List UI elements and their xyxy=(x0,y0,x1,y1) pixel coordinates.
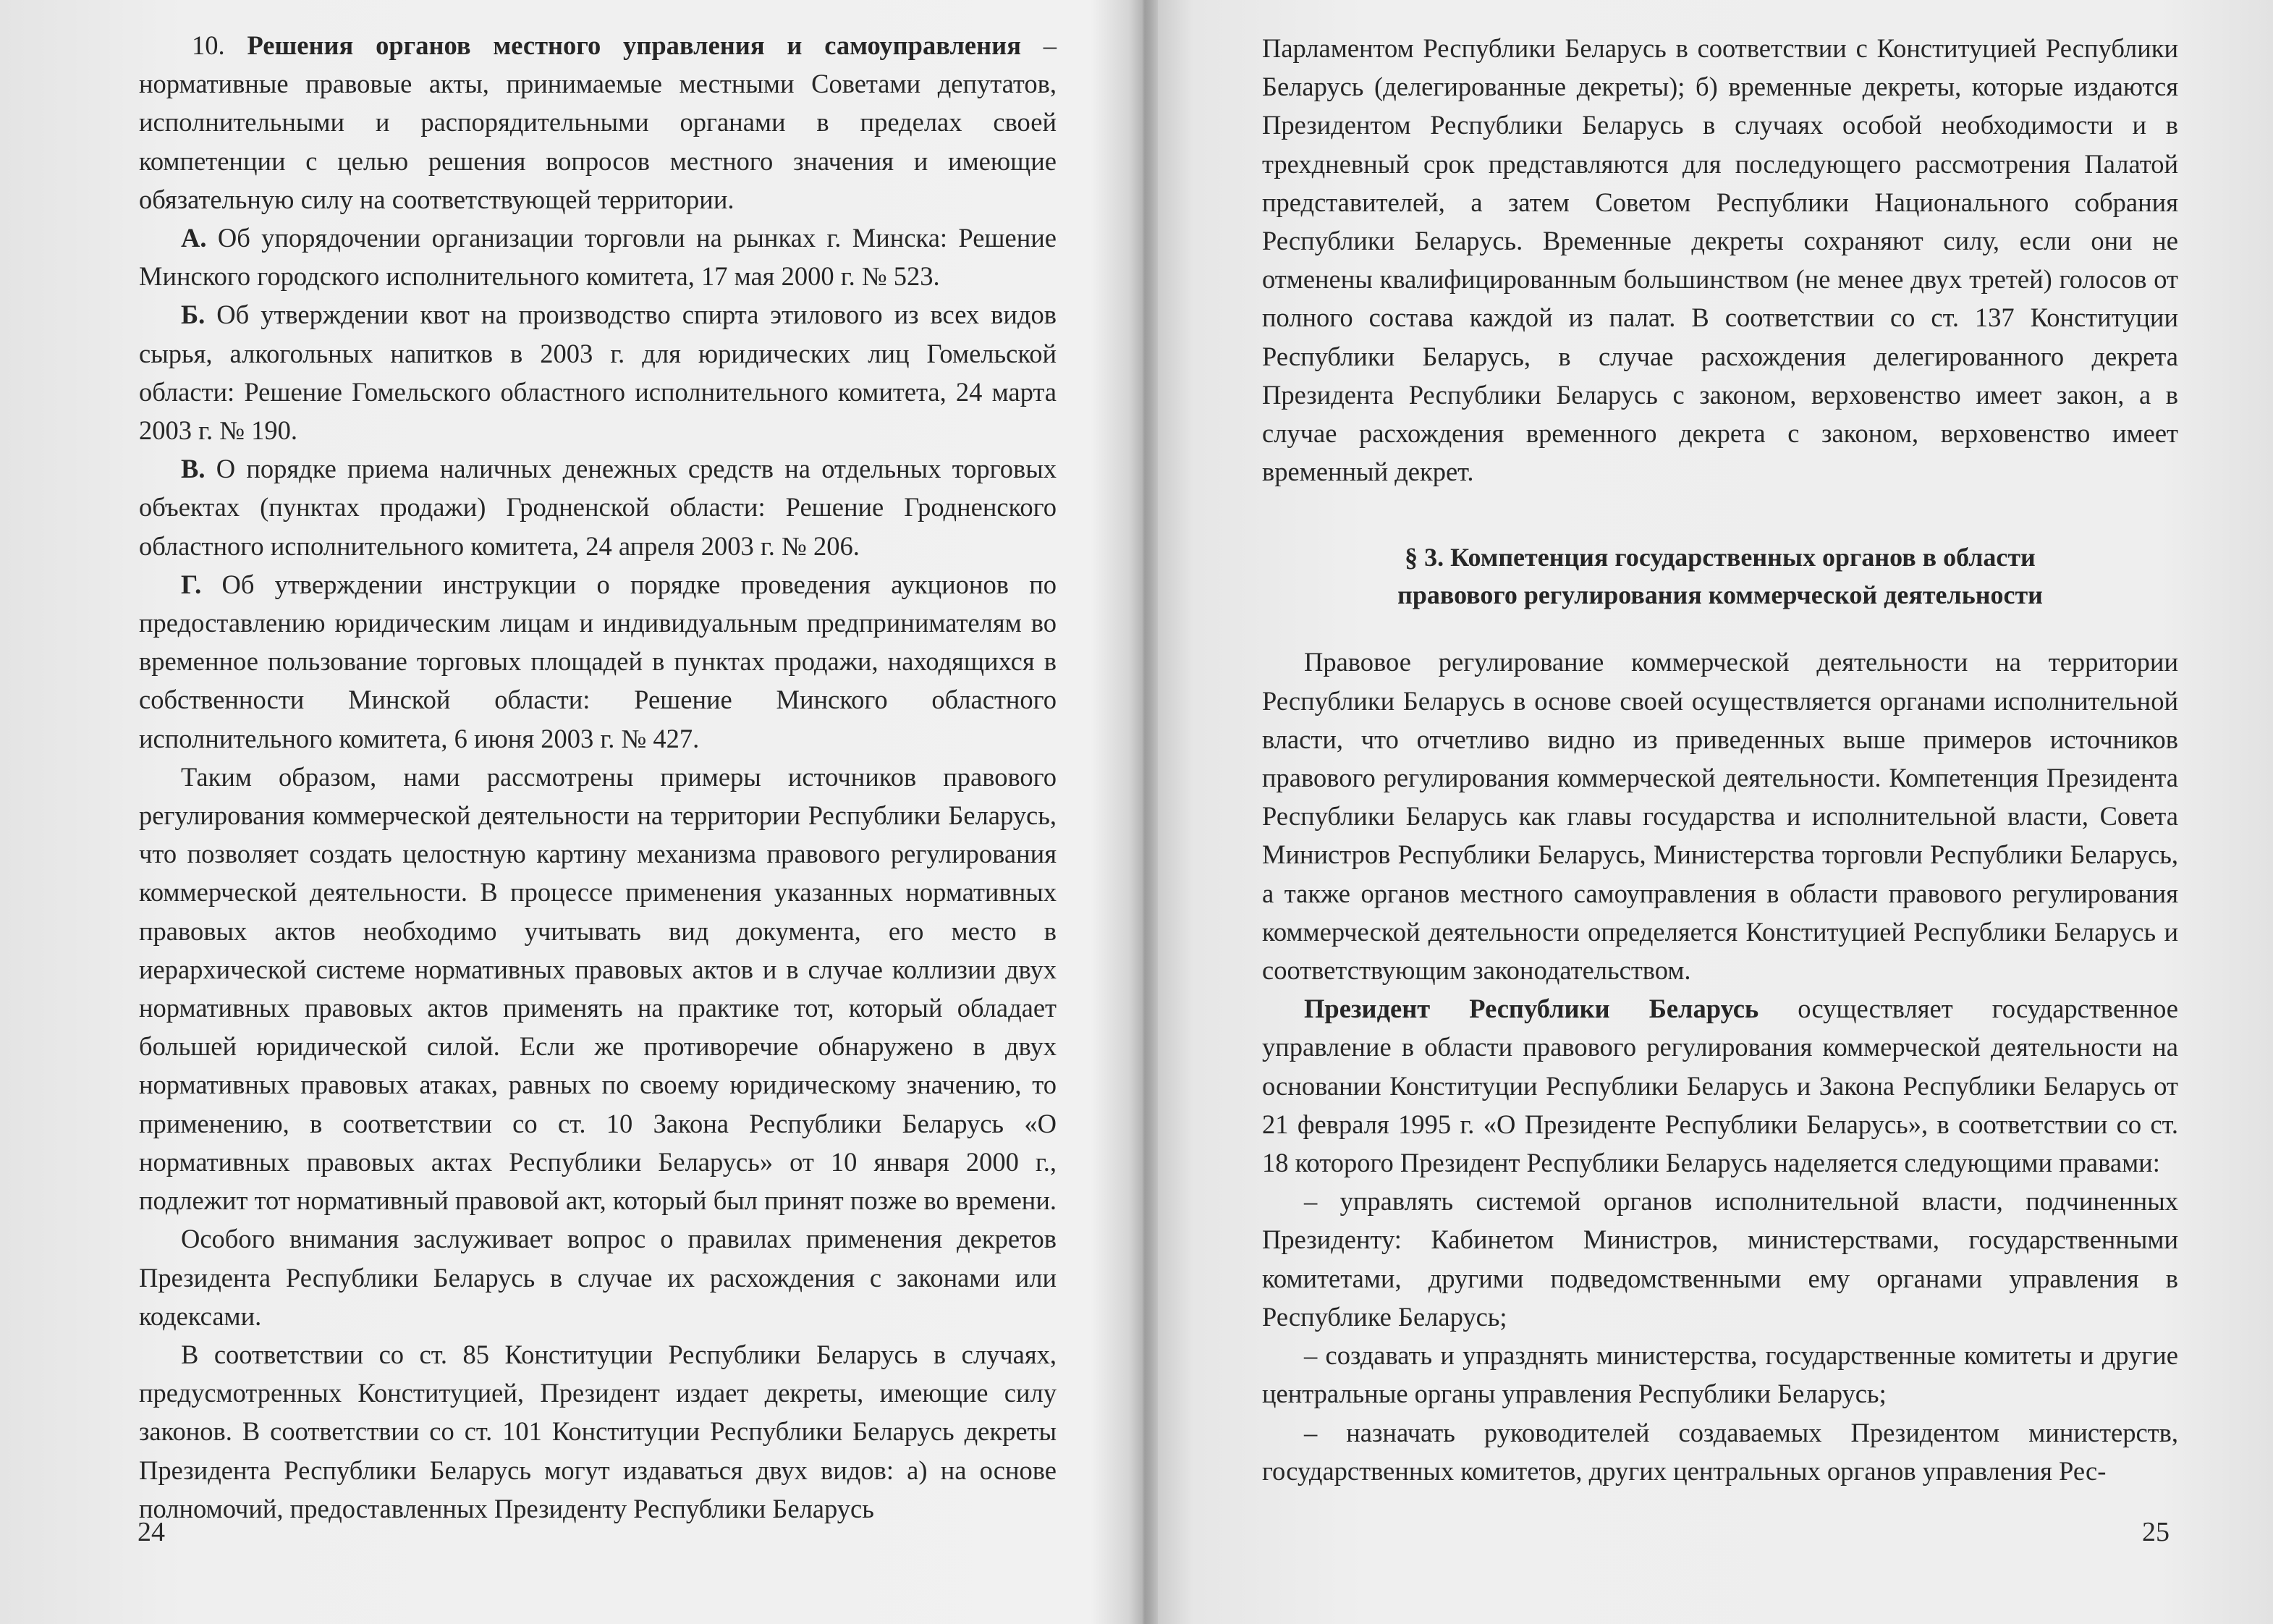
paragraph: Б. Об утверждении квот на производство спирта этилового из всех видов сырья, алкогольных напитков в 2003 г. для юридических лиц Гомельской области: Решение Гомельского областного исполнительного комитета, 24 марта 2003 г. № 190. xyxy=(139,300,1057,446)
list-item: – назначать руководителей создаваемых Президентом министерств, государственных комитетов, других центральных органов управления Рес- xyxy=(1262,1417,2178,1486)
bold-term: Решения органов местного управления и самоуправления xyxy=(247,30,1021,60)
bold-term: А. xyxy=(181,223,207,253)
list-item: – создавать и упразднять министерства, государственные комитеты и другие центральные органы управления Республики Беларусь; xyxy=(1262,1340,2178,1409)
bold-term: Б. xyxy=(181,300,206,330)
bold-term: Президент Республики Беларусь xyxy=(1304,994,1759,1024)
bold-term: Г. xyxy=(181,569,202,599)
section-heading-line-1: § 3. Компетенция государственных органов в области xyxy=(1405,543,2036,572)
left-page xyxy=(0,0,1136,1624)
list-item: – управлять системой органов исполнительной власти, подчиненных Президенту: Кабинетом Министров, министерствами, государственными комитетами, другими подведомственными ему органами управления в Республике Беларусь; xyxy=(1262,1186,2178,1332)
right-page-text xyxy=(1262,29,2178,1490)
paragraph: Правовое регулирование коммерческой деятельности на территории Республики Беларусь в основе своей осуществляется органами исполнительной власти, что отчетливо видно из приведенных выше примеров источников правового регулирования коммерческой деятельности. Компетенция Президента Республики Беларусь как главы государства и исполнительной власти, Совета Министров Республики Беларусь, Министерства торговли Республики Беларусь, а также органов местного самоуправления в области правового регулирования коммерческой деятельности определяется Конституцией Республики Беларусь и соответствующим законодательством. xyxy=(1262,647,2178,986)
right-page xyxy=(1158,0,2273,1624)
paragraph: Г. Об утверждении инструкции о порядке проведения аукционов по предоставлению юридическим лицам и индивидуальным предпринимателям во временное пользование торговых площадей в пунктах продажи, находящихся в собственности Минской области: Решение Минского областного исполнительного комитета, 6 июня 2003 г. № 427. xyxy=(139,569,1057,753)
section-heading-line-2: правового регулирования коммерческой деятельности xyxy=(1397,580,2043,610)
paragraph: В соответствии со ст. 85 Конституции Республики Беларусь в случаях, предусмотренных Конституцией, Президент издает декреты, имеющие силу законов. В соответствии со ст. 101 Конституции Республики Беларусь декреты Президента Республики Беларусь могут издаваться двух видов: а) на основе полномочий, предоставленных Президенту Республики Беларусь xyxy=(139,1339,1057,1523)
paragraph: 10. Решения органов местного управления и самоуправления – нормативные правовые акты, принимаемые местными Советами депутатов, исполнительными и распорядительными органами в пределах своей компетенции с целью решения вопросов местного значения и имеющие обязательную силу на соответствующей территории. xyxy=(139,30,1057,214)
paragraph: Парламентом Республики Беларусь в соответствии с Конституцией Республики Беларусь (делегированные декреты); б) временные декреты, которые издаются Президентом Республики Беларусь в случаях особой необходимости и в трехдневный срок представляются для последующего рассмотрения Палатой представителей, а затем Советом Республики Национального собрания Республики Беларусь. Временные декреты сохраняют силу, если они не отменены квалифицированным большинством (не менее двух третей) голосов от полного состава каждой из палат. В соответствии со ст. 137 Конституции Республики Беларусь, в случае расхождения делегированного декрета Президента Республики Беларусь с законом, верховенство имеет закон, а в случае расхождения временного декрета с законом, верховенство имеет временный декрет. xyxy=(1262,33,2178,487)
paragraph: Президент Республики Беларусь осуществляет государственное управление в области правового регулирования коммерческой деятельности на основании Конституции Республики Беларусь и Закона Республики Беларусь от 21 февраля 1995 г. «О Президенте Республики Беларусь», в соответствии со ст. 18 которого Президент Республики Беларусь наделяется следующими правами: xyxy=(1262,994,2178,1178)
page-number-left: 24 xyxy=(137,1517,165,1547)
section-heading xyxy=(1262,538,2178,614)
paragraph: В. О порядке приема наличных денежных средств на отдельных торговых объектах (пунктах продажи) Гродненской области: Решение Гродненского областного исполнительного комитета, 24 апреля 2003 г. № 206. xyxy=(139,454,1057,561)
left-page-text xyxy=(139,26,1057,1528)
page-number-right: 25 xyxy=(2142,1517,2170,1547)
paragraph: Особого внимания заслуживает вопрос о правилах применения декретов Президента Республики Беларусь в случае их расхождения с законами или кодексами. xyxy=(139,1224,1057,1331)
paragraph: А. Об упорядочении организации торговли на рынках г. Минска: Решение Минского городского исполнительного комитета, 17 мая 2000 г. № 523. xyxy=(139,223,1057,292)
paragraph: Таким образом, нами рассмотрены примеры источников правового регулирования коммерческой деятельности на территории Республики Беларусь, что позволяет создать целостную картину механизма правового регулирования коммерческой деятельности. В процессе применения указанных нормативных правовых актов необходимо учитывать вид документа, его место в иерархической системе нормативных правовых актов и в случае коллизии двух нормативных правовых актов применять на практике тот, который обладает большей юридической силой. Если же противоречие обнаружено в двух нормативных правовых атаках, равных по своему юридическому значению, то применению, в соответствии со ст. 10 Закона Республики Беларусь «О нормативных правовых актах Республики Беларусь» от 10 января 2000 г., подлежит тот нормативный правовой акт, который был принят позже во времени. xyxy=(139,761,1057,1216)
bold-term: В. xyxy=(181,454,206,484)
